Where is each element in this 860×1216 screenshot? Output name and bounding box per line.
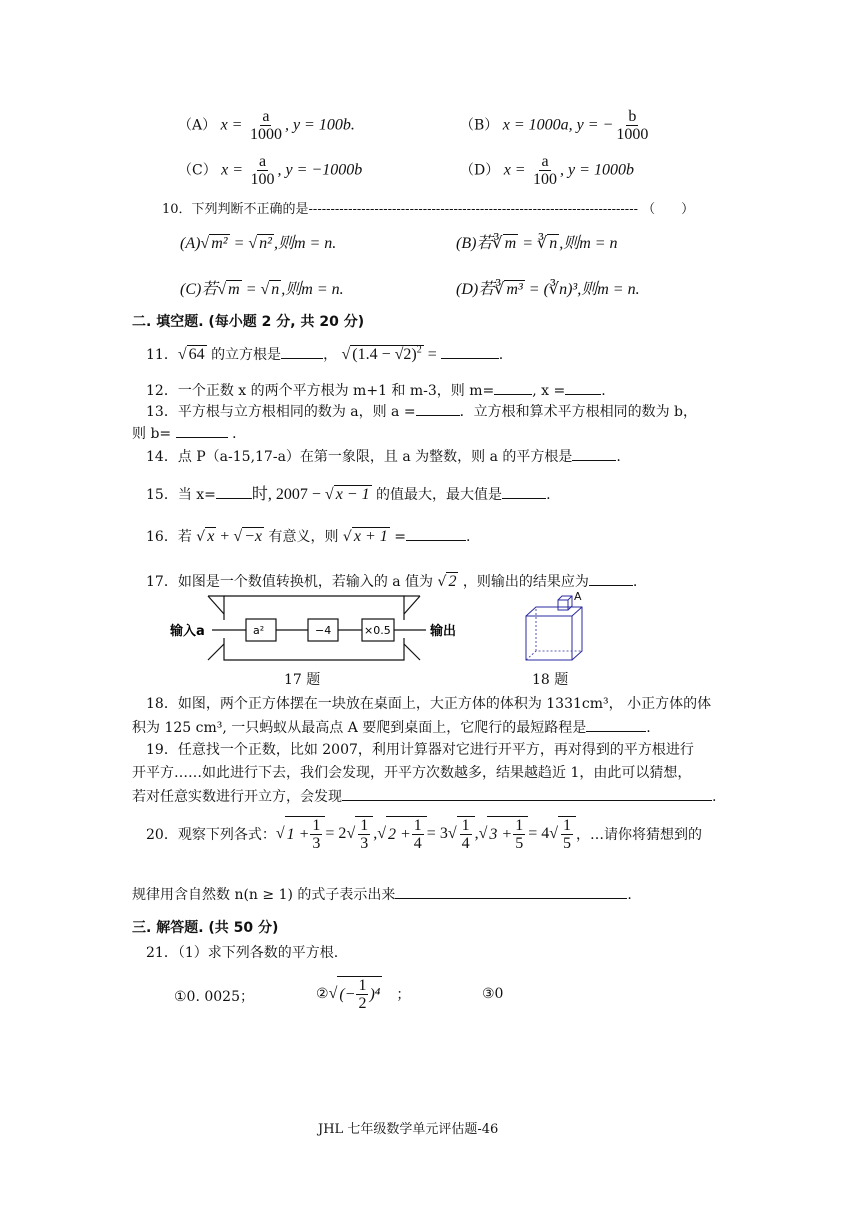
- option-expr: , y = 100b.: [284, 116, 355, 134]
- text: 14．点 P（a-15,17-a）在第一象限，且 a 为整数，则 a 的平方根是: [146, 449, 573, 465]
- fig18-point-a: A: [574, 590, 582, 603]
- text: ，…请你将猜想到的: [576, 827, 702, 843]
- expr: ,则m = n: [559, 235, 618, 252]
- q13: [146, 401, 697, 421]
- answer-blank[interactable]: [565, 394, 601, 395]
- section-3-heading: 三. 解答题. (共 50 分): [132, 920, 279, 936]
- frac-num: 1: [358, 977, 367, 994]
- q9-option-d: [460, 153, 634, 188]
- radicand: n: [549, 235, 558, 252]
- expr: )⁴: [369, 985, 381, 1003]
- frac-den: 5: [515, 835, 524, 852]
- radicand: [457, 816, 475, 852]
- q10-option-b: [456, 230, 618, 253]
- q20-line2: [132, 884, 632, 904]
- frac-num: 1: [515, 817, 524, 834]
- radicand-inner: (1.4 − √2): [352, 346, 417, 363]
- option-expr: , y = −1000b: [277, 161, 363, 179]
- answer-blank[interactable]: [216, 498, 252, 499]
- text: ．: [232, 426, 247, 442]
- answer-blank[interactable]: [589, 585, 633, 586]
- text: 的立方根是: [211, 347, 282, 363]
- radicand: [386, 816, 427, 852]
- option-label: （B）: [460, 117, 499, 134]
- answer-blank[interactable]: [395, 898, 627, 899]
- text: , x =: [532, 383, 566, 399]
- text: ；: [396, 987, 411, 1003]
- text: 则 b=: [132, 426, 172, 442]
- answer-blank[interactable]: [342, 800, 712, 801]
- option-expr: , y = 1000b: [560, 161, 634, 179]
- answer-blank[interactable]: [494, 394, 532, 395]
- text: 时, 2007 − √: [251, 486, 334, 503]
- expr: 3 +: [489, 825, 513, 843]
- radicand: m: [504, 235, 517, 252]
- radicand: [285, 816, 326, 852]
- expr: = 4: [528, 825, 550, 842]
- q9-option-c: [178, 153, 362, 188]
- radicand: m: [228, 281, 240, 298]
- answer-blank[interactable]: [441, 358, 499, 359]
- frac-num: 1: [312, 817, 321, 834]
- frac-num: 1: [360, 817, 369, 834]
- text: .: [646, 720, 651, 736]
- q12: [146, 380, 606, 400]
- text: 15．当 x=: [146, 487, 216, 503]
- expr: ,则m = n.: [273, 235, 337, 252]
- text: ．立方根和算术平方根相同的数为 b，: [459, 404, 698, 420]
- answer-blank[interactable]: [406, 540, 466, 541]
- radicand: 2: [448, 573, 457, 590]
- frac-num: a: [258, 153, 267, 170]
- frac-num: 1: [461, 817, 470, 834]
- radicand: n²: [259, 235, 272, 252]
- text: 若对任意实数进行开立方，会发现: [132, 789, 342, 805]
- fig17-box1: a²: [253, 624, 265, 637]
- q16: [146, 526, 470, 546]
- text: ，: [323, 347, 338, 363]
- text: + √: [216, 528, 243, 545]
- frac-den: 4: [461, 835, 470, 852]
- frac-num: a: [541, 153, 549, 170]
- text: .: [498, 347, 504, 363]
- fig17-box3: ×0.5: [364, 624, 391, 637]
- frac-num: 1: [563, 817, 571, 834]
- frac-den: 1000: [616, 126, 649, 143]
- exponent: 2: [416, 344, 422, 356]
- frac-den: 4: [413, 835, 422, 852]
- q10-option-c: [180, 276, 344, 299]
- text: .: [616, 449, 621, 465]
- text: .: [465, 529, 471, 545]
- q10-option-d: [456, 276, 640, 299]
- q21-item-3: ③0: [482, 986, 504, 1002]
- option-label: （D）: [460, 162, 500, 179]
- text: 积为 125 cm³, 一只蚂蚁从最高点 A 要爬到桌面上，它爬行的最短路程是: [132, 720, 587, 736]
- q10-stem: 10．下列判断不正确的是--------------------------------------------------------------------------- （ ）: [162, 202, 695, 217]
- expr: (−: [339, 985, 356, 1003]
- fig18-cubes-diagram: [520, 590, 590, 662]
- radicand: [337, 976, 382, 1012]
- answer-blank[interactable]: [502, 498, 546, 499]
- q11: 11．√ 64 的立方根是 ， √ $(1.4 - √2)^2$ = .: [146, 344, 504, 363]
- radicand: [558, 816, 576, 852]
- text: .: [712, 789, 717, 805]
- expr: 1 +: [286, 825, 310, 843]
- fig17-input-label: 输入a: [170, 624, 205, 639]
- text: ②: [316, 986, 329, 1002]
- q18-line2: [132, 717, 651, 737]
- expr: ,则m = n.: [281, 281, 344, 298]
- text: .: [627, 887, 632, 903]
- q19-line2: 开平方……如此进行下去，我们会发现，开平方次数越多，结果越趋近 1，由此可以猜想，: [132, 765, 692, 781]
- option-label: （C）: [178, 162, 217, 179]
- answer-blank[interactable]: [281, 358, 323, 359]
- radicand: x + 1: [353, 528, 388, 545]
- text: ，则输出的结果应为: [458, 574, 589, 590]
- answer-blank[interactable]: [572, 460, 616, 461]
- q20: 20．观察下列各式： √ 1 + $\frac{1}{3}$ = 2 √ $\frac{1}{3}$ , √ 2 + $\frac{1}{4}$ = 3 √ $\frac{1}{4}$ , √ 3 + $\frac{1}{5}$ = 4 √ $\frac{1}{5}$ ，…请你将猜想到的: [146, 817, 702, 852]
- radicand: m³: [506, 281, 523, 298]
- q13-line2: [132, 423, 246, 443]
- radicand: [350, 345, 423, 363]
- expr: = ∛: [518, 235, 548, 252]
- radicand: [487, 816, 528, 852]
- frac-den: 5: [563, 835, 571, 852]
- answer-blank[interactable]: [586, 731, 646, 732]
- option-expr: x = 1000a, y = −: [502, 116, 614, 134]
- frac-num: b: [628, 108, 637, 125]
- expr: = 3: [426, 825, 448, 842]
- text: 13．平方根与立方根相同的数为 a，则 a =: [146, 404, 416, 420]
- expr: 2 +: [388, 825, 411, 843]
- frac-num: a: [262, 108, 270, 125]
- fig17-output-label: 输出: [430, 624, 457, 639]
- q18-line1: 18．如图，两个正方体摆在一块放在桌面上，大正方体的体积为 1331cm³， 小正方体的体: [146, 696, 712, 712]
- expr: = √: [229, 235, 258, 252]
- text: .: [601, 383, 606, 399]
- text: 规律用含自然数 n(n ≥ 1) 的式子表示出来: [132, 887, 396, 903]
- option-expr: x =: [220, 116, 243, 134]
- radicand: n: [271, 281, 280, 298]
- text: =: [389, 529, 406, 545]
- frac-num: 1: [413, 817, 422, 834]
- expr: (D)若∛: [456, 281, 505, 298]
- text: 20．观察下列各式：: [146, 827, 276, 843]
- q17: [146, 571, 637, 591]
- q9-option-b: [460, 108, 651, 143]
- frac-den: 100: [533, 171, 558, 188]
- q10-option-a: [180, 230, 336, 253]
- radicand: [355, 816, 373, 852]
- text: =: [423, 346, 441, 363]
- frac-den: 2: [358, 995, 367, 1012]
- expr: ,则m = n.: [577, 281, 640, 298]
- text: .: [632, 574, 638, 590]
- option-expr: x =: [503, 161, 526, 179]
- q9-option-a: [178, 108, 355, 143]
- q19-line1: 19．任意找一个正数，比如 2007，利用计算器对它进行开平方，再对得到的平方根进行: [146, 742, 694, 758]
- option-label: （A）: [178, 117, 217, 134]
- frac-den: 1000: [249, 126, 282, 143]
- expr: = √: [241, 281, 270, 298]
- q19-line3: [132, 786, 716, 806]
- expr: = (∛n)³: [524, 281, 578, 298]
- q21-stem: 21．（1）求下列各数的平方根.: [146, 945, 339, 961]
- radicand: x − 1: [335, 486, 370, 503]
- expr: = 2: [325, 825, 347, 842]
- answer-blank[interactable]: [176, 437, 228, 438]
- text: .: [546, 487, 551, 503]
- text: 17．如图是一个数值转换机，若输入的 a 值为 √: [146, 574, 447, 590]
- text: 的值最大，最大值是: [371, 487, 503, 503]
- section-2-heading: 二. 填空题. (每小题 2 分, 共 20 分): [132, 314, 365, 330]
- fig17-converter-diagram: [168, 594, 468, 664]
- q14: [146, 446, 621, 466]
- frac-den: 3: [360, 835, 369, 852]
- radicand: 64: [188, 346, 205, 363]
- q15: [146, 481, 551, 504]
- fig17-box2: −4: [315, 624, 332, 637]
- q21-item-1: ①0. 0025；: [174, 989, 254, 1005]
- text: 有意义，则 √: [264, 529, 352, 545]
- expr: (A)√: [180, 235, 210, 252]
- answer-blank[interactable]: [416, 415, 460, 416]
- page-footer: JHL 七年级数学单元评估题-46: [318, 1122, 499, 1137]
- option-expr: x =: [221, 161, 244, 179]
- radicand: x: [207, 528, 215, 545]
- fig17-caption: 17 题: [284, 672, 321, 688]
- qnum: 11．: [146, 347, 178, 363]
- frac-den: 100: [250, 171, 275, 188]
- fig18-caption: 18 题: [532, 672, 569, 688]
- text: 16．若 √: [146, 529, 206, 545]
- expr: (B)若∛: [456, 235, 503, 252]
- radicand: m²: [211, 235, 228, 252]
- q21-item-2: ② √ (− $\frac{1}{2}$ )⁴ ；: [316, 977, 411, 1012]
- text: 12．一个正数 x 的两个平方根为 m+1 和 m-3，则 m=: [146, 383, 495, 399]
- expr: (C)若√: [180, 281, 227, 298]
- radicand: −x: [244, 528, 263, 545]
- frac-den: 3: [312, 835, 321, 852]
